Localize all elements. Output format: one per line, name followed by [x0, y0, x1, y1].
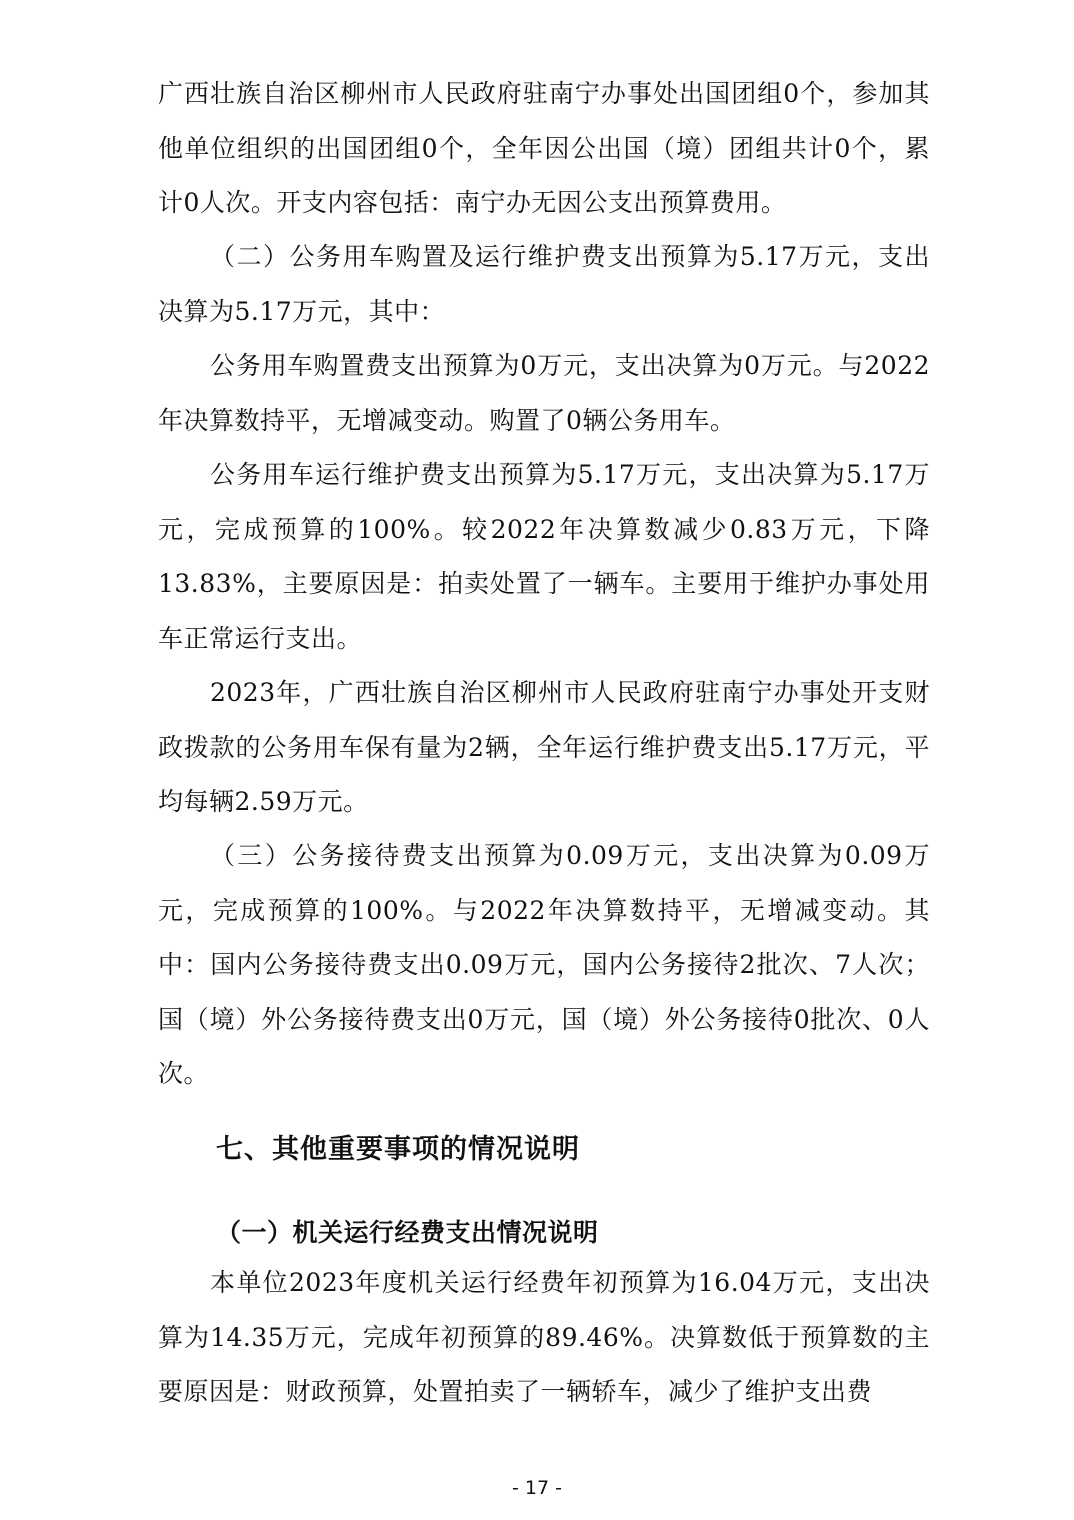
paragraph-vehicle-costs-summary: （二）公务用车购置及运行维护费支出预算为5.17万元，支出决算为5.17万元，其中：	[158, 242, 930, 326]
paragraph-operating-costs: 本单位2023年度机关运行经费年初预算为16.04万元，支出决算为14.35万元，完成年初预算的89.46%。决算数低于预算数的主要原因是：财政预算，处置拍卖了一辆轿车，减少了维护支出费	[158, 1268, 930, 1406]
subsection-heading: （一）机关运行经费支出情况说明	[216, 1218, 599, 1247]
page-number: - 17 -	[512, 1477, 562, 1499]
paragraph-vehicle-purchase: 公务用车购置费支出预算为0万元，支出决算为0万元。与2022年决算数持平，无增减变动。购置了0辆公务用车。	[158, 351, 930, 435]
paragraph-vehicle-maintenance: 公务用车运行维护费支出预算为5.17万元，支出决算为5.17万元，完成预算的100%。较2022年决算数减少0.83万元，下降13.83%，主要原因是：拍卖处置了一辆车。主要用于维护办事处用车正常运行支出。	[158, 460, 930, 653]
paragraph-vehicle-fleet: 2023年，广西壮族自治区柳州市人民政府驻南宁办事处开支财政拨款的公务用车保有量为2辆，全年运行维护费支出5.17万元，平均每辆2.59万元。	[158, 678, 930, 816]
section-heading: 七、其他重要事项的情况说明	[216, 1134, 580, 1165]
paragraph-reception-costs: （三）公务接待费支出预算为0.09万元，支出决算为0.09万元，完成预算的100%。与2022年决算数持平，无增减变动。其中：国内公务接待费支出0.09万元，国内公务接待2批次、7人次；国（境）外公务接待费支出0万元，国（境）外公务接待0批次、0人次。	[158, 841, 930, 1088]
paragraph-overseas-groups: 广西壮族自治区柳州市人民政府驻南宁办事处出国团组0个，参加其他单位组织的出国团组0个，全年因公出国（境）团组共计0个，累计0人次。开支内容包括：南宁办无因公支出预算费用。	[158, 79, 930, 217]
